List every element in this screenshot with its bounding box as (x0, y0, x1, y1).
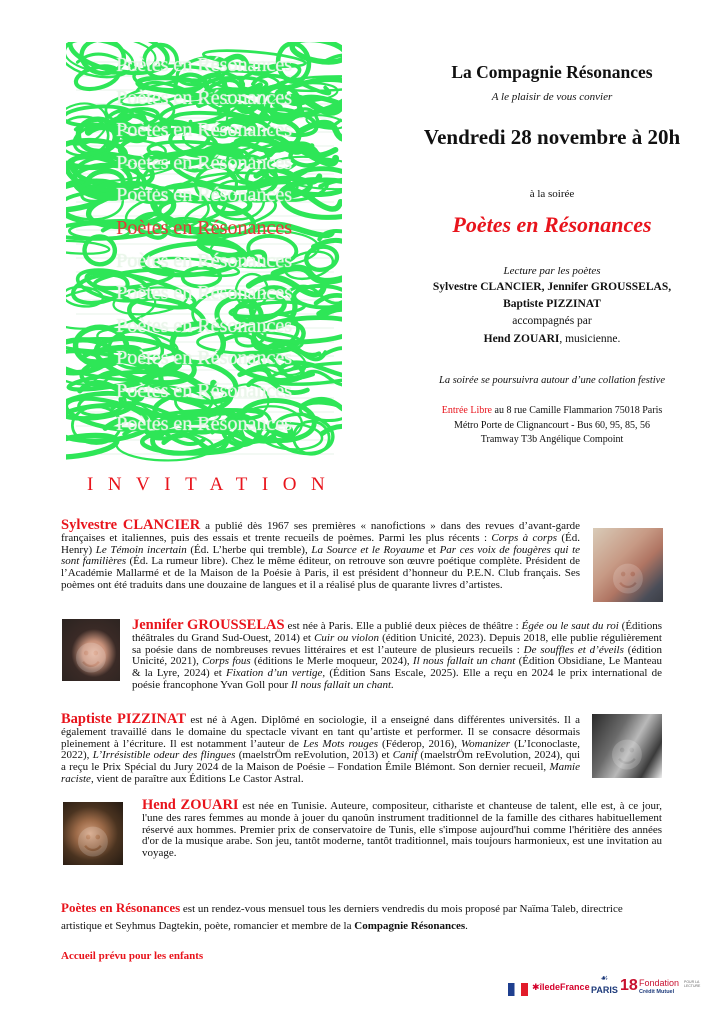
about-text: est un rendez-vous mensuel tous les derniers vendredis du mois proposé par Naïma Taleb, directrice artistique et Seyhmus Dagtekin, poète, romancier et membre de la (61, 903, 623, 932)
event-title: Poètes en Résonances (452, 212, 652, 237)
bio-text: (Éd. L’herbe qui tremble), (186, 543, 312, 556)
company-name: La Compagnie Résonances (451, 62, 653, 82)
bio-text: (éditions le Merle moqueur, 2024), (250, 655, 413, 668)
bio-sylvestre-clancier (61, 517, 581, 592)
festive-note: La soirée se poursuivra autour d’une collation festive (438, 375, 666, 386)
bio-text: (édition Unicité, 2021), (132, 643, 662, 668)
address-text: au 8 rue Camille Flammarion 75018 Paris (492, 405, 663, 416)
artwork-title-line: Poètes en Résonances (116, 151, 292, 174)
bio-text: (maelstrÖm reEvolution, 2013) et (235, 749, 393, 762)
bio-text: est née en Tunisie. Auteure, compositeur, cithariste et chanteuse de talent, elle est, à ce jour, l'une des rares femmes au monde à jouer du qanoûn instrument traditionnel de la famille des cithares habituellement réservé aux hommes. Premier prix de conservatoire de Tunis, elle s'impose aujourd'hui comme l'héritière des années d'or de la musique arabe. Son jeu, tantôt moderne, tantôt traditionnel, mais toujours harmonieux, est une invitation au voyage. (142, 800, 662, 860)
work-title: Corps fous (202, 655, 251, 668)
star-icon: ✱ (532, 982, 540, 992)
event-date: Vendredi 28 novembre à 20h (423, 125, 681, 149)
bio-text: (Édition Obsidiane, Le Manteau & la Lyre, 2024) et (132, 655, 662, 680)
idf-label: îledeFrance (539, 982, 590, 992)
reading-intro: Lecture par les poètes (503, 265, 601, 277)
tram-info: Tramway T3b Angélique Compoint (480, 434, 624, 445)
portrait-icon: ☻ (610, 560, 646, 600)
logo-credit-mutuel: Crédit Mutuel (639, 989, 675, 995)
logo-pour-la-lecture: POUR LA LECTURE (684, 980, 701, 988)
bio-text: (Éd. La rumeur libre). Chez le même éditeur, on retrouve son œuvre poétique complète. Président de l’Académie Mallarmé et de la Maison de la Poésie à Paris, il est président d’honneur du P.E.N. Club français. Ses poèmes ont été traduits dans une douzaine de langues et il a réalisé plus de quarante livres d’artistes. (61, 555, 580, 591)
artwork-title-highlighted: Poètes en Résonances (116, 217, 292, 239)
bio-text: (Éd. Henry) (61, 531, 580, 556)
work-title: Canif (392, 749, 418, 762)
company-reference: Compagnie Résonances (354, 920, 466, 932)
french-republic-flag-icon (508, 983, 528, 996)
photo-jennifer-grousselas (62, 619, 120, 681)
bio-name: Hend ZOUARI (142, 797, 239, 813)
work-title: Mamie raciste (61, 761, 580, 785)
work-title: L’Irrésistible odeur des flingues (92, 749, 236, 762)
invite-line: A le plaisir de vous convier (491, 91, 613, 103)
bio-text: est né à Agen. Diplômé en sociologie, il a enseigné dans différentes universités. Il a également travaillé dans le domaine du spectacle vivant en tant qu’artiste et performer. Il se consacre désormais pleinement à l’écriture. Il est notamment l’auteur de (61, 714, 580, 750)
portrait-icon: ☻ (73, 639, 109, 679)
work-title: Égée ou le saut du roi (521, 620, 619, 632)
artwork-title-line: Poètes en Résonances (116, 412, 292, 435)
paris-ship-icon: ☙ (600, 973, 609, 983)
work-title: De souffles et d’éveils (523, 643, 624, 656)
work-title: Les Mots rouges (303, 737, 378, 750)
logo-fondation: Fondation (639, 978, 680, 988)
portrait-icon: ☻ (609, 736, 645, 776)
work-title: Cuir ou violon (314, 631, 379, 644)
children-note: Accueil prévu pour les enfants (61, 950, 204, 962)
bio-text: a publié dès 1967 ses premières « nanofictions » dans des revues d’avant-garde françaises et italiennes, puis des essais et trente recueils de poèmes. Parmi les plus récents : (61, 520, 580, 544)
bio-text: et (424, 543, 440, 556)
musician-name: Hend ZOUARI (483, 333, 560, 345)
logo-ile-de-france (532, 982, 590, 993)
logo-paris: PARIS (591, 985, 618, 995)
poster-artwork (66, 42, 342, 466)
artwork-title-line: Poètes en Résonances (116, 54, 292, 76)
artwork-title-line: Poètes en Résonances (116, 380, 292, 402)
artwork-title-line: Poètes en Résonances (116, 184, 292, 207)
bio-text: (maelstrÖm reEvolution, 2024), qui a reçu le Prix Spécial du Jury 2024 de la Maison de Poésie – Fondation Émile Blémont. Son dernier recueil, (61, 749, 580, 774)
venue-address (382, 405, 722, 416)
bio-name: Sylvestre CLANCIER (61, 517, 201, 533)
series-name: Poètes en Résonances (61, 900, 181, 915)
poets-list-line-1: Sylvestre CLANCIER, Jennifer GROUSSELAS, (432, 281, 672, 293)
artwork-title-line: Poètes en Résonances (116, 314, 292, 337)
work-title: Par ces voix de fougères qui te sont familières (61, 543, 581, 568)
photo-sylvestre-clancier (593, 528, 663, 602)
work-title: Il nous fallait un chant. (290, 678, 394, 691)
artwork-title-line: Poètes en Résonances (116, 86, 292, 109)
bio-hend-zouari (142, 797, 662, 860)
work-title: Il nous fallait un chant (412, 655, 516, 668)
bio-text: (édition Unicité, 2023). Depuis 2018, elle publie régulièrement sa poésie dans de nombreuses revues littéraires et est l’auteure de plusieurs recueils : (132, 631, 662, 656)
bio-text: (L’Iconoclaste, 2022), (61, 737, 580, 762)
musician-role: , musicienne. (559, 333, 621, 345)
work-title: La Source et le Royaume (311, 543, 425, 556)
bio-text: (Éditions théâtrales du Grand Sud-Ouest, 2014) et (132, 620, 662, 644)
artwork-title-line: Poètes en Résonances (116, 119, 292, 142)
photo-baptiste-pizzinat (592, 714, 662, 778)
artwork-title-line: Poètes en Résonances (116, 347, 292, 370)
logo-18: 18 (620, 977, 638, 994)
bio-text: (Édition Sans Escale, 2025). Elle a reçu en 2024 le prix international de poésie francophone Yvan Goll pour (132, 667, 662, 691)
musician-line (382, 333, 722, 345)
work-title: Corps à corps (491, 531, 557, 544)
work-title: Fixation d’un vertige, (226, 667, 326, 680)
portrait-icon: ☻ (75, 823, 111, 863)
artwork-title-line: Poètes en Résonances (116, 249, 292, 272)
photo-hend-zouari (63, 802, 123, 865)
free-entry-label: Entrée Libre (441, 405, 492, 416)
poets-list-line-2: Baptiste PIZZINAT (503, 298, 601, 310)
work-title: Womanizer (460, 737, 511, 750)
bio-text: est née à Paris. Elle a publié deux pièces de théâtre : (284, 620, 522, 632)
bio-text: (Féderop, 2016), (378, 737, 461, 750)
about-series (61, 899, 661, 935)
soiree-label: à la soirée (529, 188, 575, 200)
about-end: . (465, 920, 468, 932)
sponsor-logos (508, 973, 718, 1004)
metro-bus-info: Métro Porte de Clignancourt - Bus 60, 95, 85, 56 (453, 420, 651, 431)
accompanied-label: accompagnés par (512, 315, 592, 327)
artwork-title-line: Poètes en Résonances (116, 282, 292, 305)
bio-jennifer-grousselas (132, 617, 662, 692)
invitation-label: INVITATION (87, 474, 340, 495)
bio-name: Baptiste PIZZINAT (61, 711, 186, 727)
bio-text: , vient de paraître aux Éditions Le Castor Astral. (90, 772, 304, 785)
bio-name: Jennifer GROUSSELAS (132, 617, 285, 633)
bio-baptiste-pizzinat (61, 711, 580, 786)
work-title: Le Témoin incertain (95, 543, 187, 556)
